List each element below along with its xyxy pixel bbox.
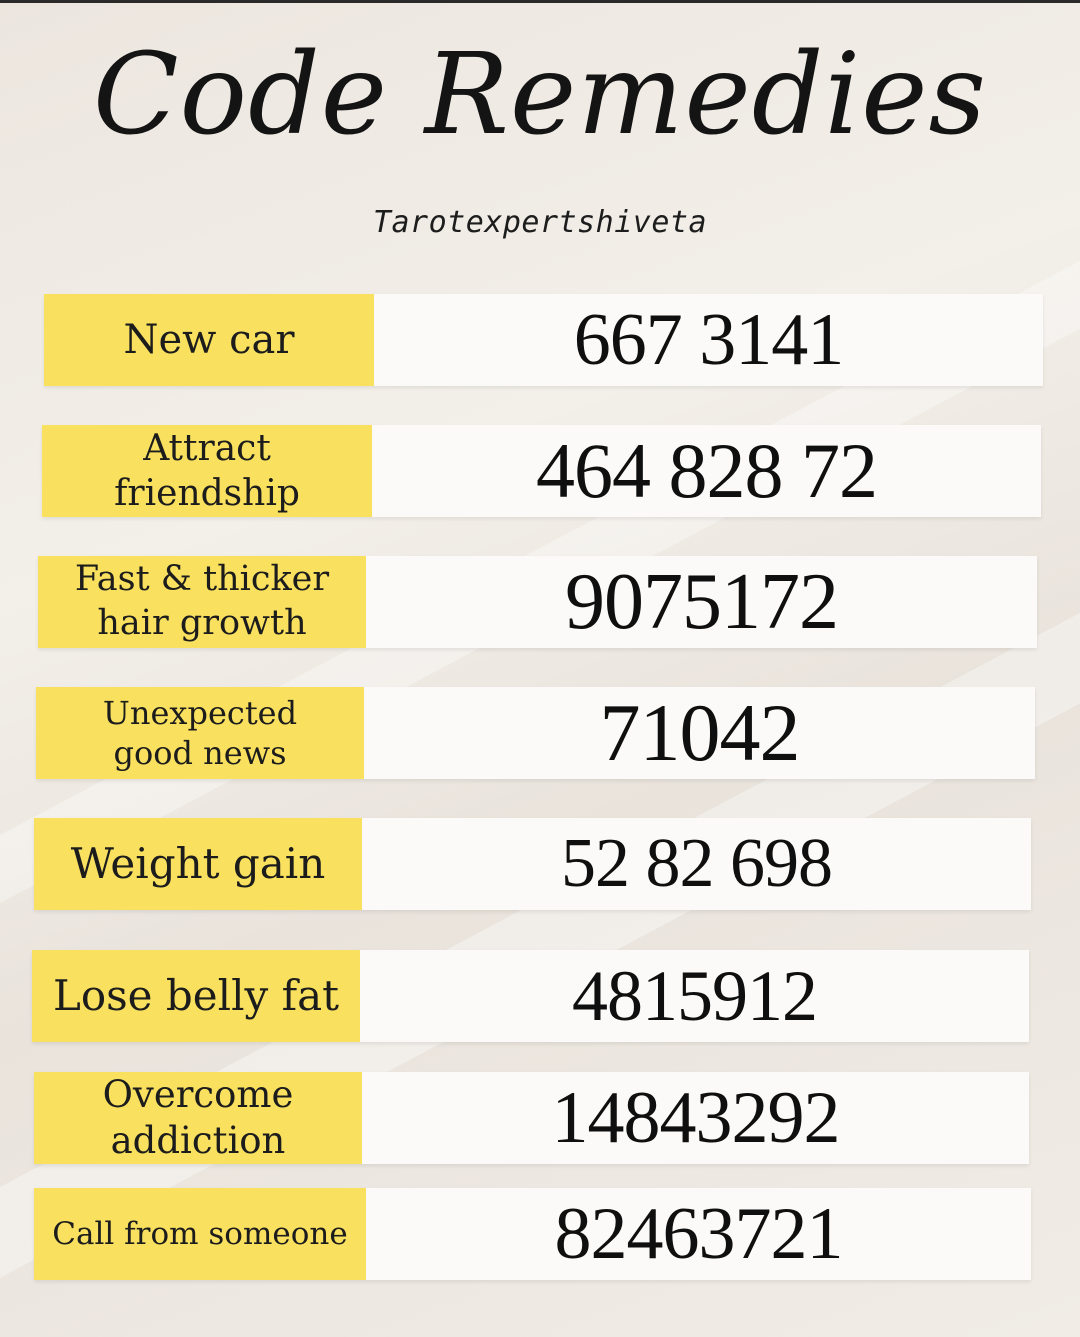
remedy-row	[44, 294, 1043, 386]
page-title: Code Remedies	[92, 30, 988, 160]
remedy-row	[34, 1072, 1029, 1164]
top-border	[0, 0, 1080, 3]
remedy-code: 82463721	[366, 1188, 1031, 1280]
remedy-row	[34, 1188, 1031, 1280]
remedy-code: 9075172	[366, 556, 1037, 648]
remedy-code: 52 82 698	[362, 818, 1031, 910]
remedy-label: Call from someone	[34, 1188, 366, 1280]
remedy-row	[34, 818, 1031, 910]
remedy-label: Weight gain	[34, 818, 362, 910]
remedy-label: Fast & thicker hair growth	[38, 556, 366, 648]
remedy-row	[42, 425, 1041, 517]
remedy-label: Unexpected good news	[36, 687, 364, 779]
remedy-row	[38, 556, 1037, 648]
remedy-code: 667 3141	[374, 294, 1043, 386]
remedy-label: Lose belly fat	[32, 950, 360, 1042]
remedy-label: Overcome addiction	[34, 1072, 362, 1164]
remedy-code: 464 828 72	[372, 425, 1041, 517]
remedy-row	[32, 950, 1029, 1042]
author-handle: Tarotexpertshiveta	[372, 205, 708, 240]
remedy-row	[36, 687, 1035, 779]
remedy-code: 4815912	[360, 950, 1029, 1042]
remedy-code: 14843292	[362, 1072, 1029, 1164]
remedy-label: Attract friendship	[42, 425, 372, 517]
remedy-code: 71042	[364, 687, 1035, 779]
remedy-label: New car	[44, 294, 374, 386]
